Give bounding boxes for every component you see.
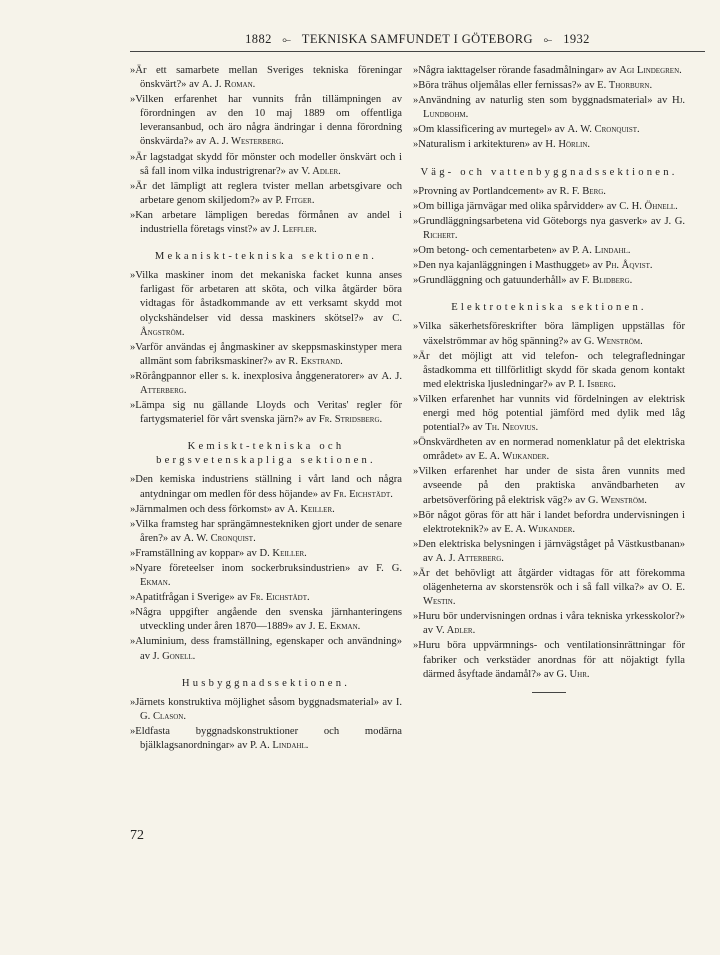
- section-heading: Elektrotekniska sektionen.: [451, 302, 647, 314]
- lecture-author: Fr. Stridsberg.: [318, 414, 383, 426]
- lecture-author: R. F. Berg.: [559, 185, 606, 197]
- lecture-author: J. Gonell.: [152, 650, 196, 662]
- lecture-author: A. J. Westerberg.: [208, 136, 284, 148]
- lecture-title: »Den kemiska industriens ställning i vårt land och några antydningar om medlen för dess höjande» av: [130, 474, 402, 500]
- header-ornament: ⟜: [543, 34, 553, 46]
- lecture-author: C. H. Öhnell.: [619, 200, 678, 212]
- lecture-entry: [413, 538, 685, 566]
- left-column: [130, 64, 402, 754]
- lecture-title: »Önskvärdheten av en normerad nomenklatur på det elektriska området» av: [413, 437, 685, 463]
- lecture-title: »Är lagstadgat skydd för mönster och modeller önskvärt och i så fall inom vilka industrigrenar?» av: [130, 151, 402, 177]
- lecture-entry: [413, 123, 685, 137]
- lecture-title: »Om betong- och cementarbeten» av: [413, 245, 570, 257]
- lecture-author: F. Blidberg.: [581, 275, 633, 287]
- lecture-entry: [413, 244, 685, 258]
- lecture-entry: [130, 269, 402, 339]
- lecture-entry: [413, 64, 685, 78]
- page-number: 72: [130, 828, 144, 843]
- lecture-entry: [413, 320, 685, 348]
- lecture-author: G. Uhr.: [556, 668, 590, 680]
- lecture-author: R. Ekstrand.: [288, 355, 343, 367]
- lecture-entry: [413, 567, 685, 609]
- lecture-author: E. A. Wijkander.: [478, 451, 550, 463]
- lecture-entry: [413, 200, 685, 214]
- lecture-title: »Är det lämpligt att reglera tvister mellan arbetsgivare och arbetare genom skiljedom?» av: [130, 180, 402, 206]
- lecture-entry: [130, 503, 402, 517]
- lecture-title: »Huru bör undervisningen ordnas i våra tekniska yrkesskolor?» av: [413, 611, 685, 637]
- header-title: TEKNISKA SAMFUNDET I GÖTEBORG: [301, 32, 533, 46]
- lecture-author: C. Ångström.: [140, 312, 402, 338]
- lecture-entry: [130, 370, 402, 398]
- lecture-author: Fr. Eichstädt.: [250, 592, 310, 604]
- lecture-title: »Den nya kajanläggningen i Masthugget» av: [413, 260, 603, 272]
- lecture-entry: [413, 436, 685, 464]
- lecture-entry: [130, 64, 402, 92]
- lecture-author: A. J. Atterberg.: [140, 370, 403, 396]
- lecture-author: Agi Lindegren.: [619, 65, 682, 76]
- lecture-entry: [413, 94, 685, 122]
- lecture-entry: [130, 151, 402, 179]
- end-rule: [532, 692, 566, 693]
- lecture-title: »Grundläggning och gatuunderhåll» av: [413, 275, 580, 287]
- lecture-author: Fr. Eichstädt.: [333, 488, 393, 500]
- lecture-title: »Några uppgifter angående den svenska järnhanteringens utveckling under åren 1870—1889» av: [130, 607, 402, 633]
- lecture-author: I. G. Clason.: [140, 696, 402, 722]
- lecture-author: A. J. Atterberg.: [435, 552, 504, 564]
- lecture-author: A. W. Cronquist.: [567, 124, 640, 136]
- lecture-entry: [413, 350, 685, 392]
- lecture-title: »Huru böra uppvärmnings- och ventilationsinrättningar för fabriker och verkstäder anordnas för att nöjaktigt fylla därmed åsyftade ändamål?» av: [413, 640, 685, 680]
- section-heading: Mekaniskt-tekniska sektionen.: [154, 251, 378, 263]
- lecture-author: P. A. Lindahl.: [250, 740, 309, 752]
- lecture-entry: [130, 562, 402, 590]
- lecture-entry: [130, 518, 402, 546]
- lecture-title: »Provning av Portlandcement» av: [413, 185, 557, 197]
- lecture-title: »Är det möjligt att vid telefon- och telegrafledningar åstadkomma ett tillförlitligt skydd för skada genom kontakt med elektriska ljusledningar?» av: [413, 350, 685, 390]
- lecture-author: A. J. Roman.: [201, 79, 256, 91]
- lecture-author: Hj. Lundbohm.: [423, 95, 685, 121]
- lecture-author: A. Keiller.: [287, 503, 335, 515]
- lecture-title: »Är det behövligt att åtgärder vidtagas för att förekomma olägenheterna av skorstensrök och i så fall vilka?» av: [413, 568, 685, 594]
- lecture-title: »Naturalism i arkitekturen» av: [413, 139, 543, 151]
- lecture-title: »Vilken erfarenhet har vunnits från tillämpningen av förordningen av den 10 maj 1889 om offentliga leveransanbud, och äro några ändringar i denna förordning önskvärda?» av: [130, 94, 402, 148]
- running-header: [130, 32, 705, 47]
- lecture-entry: [130, 606, 402, 634]
- lecture-title: »Varför användas ej ångmaskiner av skeppsmaskinstyper mera allmänt som fabriksmaskiner?» av: [130, 341, 402, 367]
- lecture-entry: [130, 547, 402, 561]
- lecture-title: »Några iakttagelser rörande fasadmålningar» av: [413, 65, 617, 76]
- lecture-title: »Apatitfrågan i Sverige» av: [130, 592, 248, 604]
- lecture-title: »Järnets konstruktiva möjlighet såsom byggnadsmaterial» av: [130, 696, 393, 708]
- lecture-title: »Kan arbetare lämpligen beredas förmånen av andel i industriella företags vinst?» av: [130, 209, 402, 236]
- lecture-author: E. A. Wijkander.: [504, 523, 576, 535]
- lecture-author: F. G. Ekman.: [140, 563, 402, 589]
- lecture-title: »Eldfasta byggnadskonstruktioner och modärna bjälklagsanordningar» av: [130, 725, 402, 752]
- lecture-title: »Rörångpannor eller s. k. inexplosiva ånggeneratorer» av: [130, 370, 378, 382]
- lecture-author: G. Wenström.: [588, 494, 647, 506]
- lecture-entry: [413, 79, 685, 93]
- lecture-entry: [130, 399, 402, 427]
- header-rule: [130, 51, 705, 52]
- lecture-author: E. Thorburn.: [597, 80, 653, 92]
- section-heading: Kemiskt-tekniska och bergsvetenskapliga sektionen.: [156, 441, 376, 467]
- lecture-author: D. Keiller.: [259, 547, 307, 559]
- lecture-author: H. Hörlin.: [545, 139, 591, 151]
- section-heading: Väg- och vattenbyggnadssektionen.: [420, 166, 678, 178]
- lecture-author: P. I. Isberg.: [568, 378, 616, 390]
- lecture-title: »Böra trähus oljemålas eller fernissas?» av: [413, 80, 595, 92]
- lecture-entry: [413, 274, 685, 288]
- header-year-end: 1932: [563, 32, 590, 46]
- lecture-author: P. A. Lindahl.: [572, 245, 631, 257]
- lecture-author: P. Fitger.: [275, 194, 315, 206]
- lecture-entry: [130, 180, 402, 208]
- lecture-title: »Vilka maskiner inom det mekaniska facket kunna anses farligast för arbetaren att sköta, och vilka åtgärder böra vidtagas för åstadkommande av ett verksamt skydd mot olyckshändelser vid dessa maskiners skötsel?» av: [130, 270, 402, 324]
- lecture-author: G. Wenström.: [583, 335, 643, 347]
- lecture-title: »Vilka framsteg har sprängämnestekniken gjort under de senare åren?» av: [130, 518, 402, 544]
- lecture-author: Ph. Åqvist.: [605, 260, 653, 272]
- lecture-title: »Vilken erfarenhet har under de sista åren vunnits med avseende på den praktiska användbarheten av arbetsöverföring på elektrisk väg?» av: [413, 466, 685, 506]
- lecture-title: »Om billiga järnvägar med olika spårvidder» av: [413, 200, 617, 212]
- lecture-author: J. Leffler.: [272, 224, 317, 236]
- lecture-title: »Vilken erfarenhet har vunnits vid fördelningen av elektrisk energi med hög potential jämförd med dylik med låg potential?» av: [413, 393, 685, 434]
- lecture-entry: [413, 185, 685, 199]
- section-heading: Husbyggnadssektionen.: [181, 677, 351, 689]
- lecture-entry: [413, 259, 685, 273]
- lecture-title: »Järnmalmen och dess förkomst» av: [130, 503, 285, 515]
- right-column: [413, 64, 685, 693]
- lecture-entry: [413, 639, 685, 681]
- lecture-entry: [130, 591, 402, 605]
- lecture-entry: [413, 610, 685, 638]
- lecture-title: »Den elektriska belysningen i järnvägståget på Västkustbanan» av: [413, 538, 685, 564]
- header-year-start: 1882: [245, 32, 272, 46]
- lecture-author: A. W. Cronquist.: [183, 532, 256, 544]
- lecture-entry: [130, 725, 402, 753]
- lecture-title: »Grundläggningsarbetena vid Göteborgs nya gasverk» av: [413, 215, 661, 227]
- lecture-title: »Lämpa sig nu gällande Lloyds och Veritas' regler för fartygsmateriel för vårt svenska järn?» av: [130, 400, 402, 426]
- lecture-entry: [413, 393, 685, 435]
- lecture-author: Th. Neovius.: [485, 422, 539, 434]
- lecture-title: »Om klassificering av murtegel» av: [413, 124, 565, 136]
- lecture-title: »Är ett samarbete mellan Sveriges tekniska föreningar önskvärt?» av: [130, 65, 402, 91]
- lecture-entry: [130, 341, 402, 369]
- lecture-entry: [130, 209, 402, 237]
- lecture-entry: [413, 138, 685, 152]
- lecture-author: O. E. Westin.: [423, 582, 685, 608]
- lecture-entry: [130, 635, 402, 663]
- lecture-title: »Nyare företeelser inom sockerbruksindustrien» av: [130, 563, 369, 574]
- lecture-entry: [413, 465, 685, 507]
- lecture-author: V. Adler.: [301, 165, 341, 177]
- lecture-author: J. E. Ekman.: [308, 621, 361, 633]
- lecture-title: »Användning av naturlig sten som byggnadsmaterial» av: [413, 95, 668, 107]
- header-ornament: ⟜: [282, 34, 292, 46]
- lecture-title: »Vilka säkerhetsföreskrifter böra lämpligen uppställas för växelströmmar av hög spänning?» av: [413, 321, 685, 347]
- lecture-title: »Bör något göras för att här i landet befordra undervisningen i elektroteknik?» av: [413, 509, 685, 535]
- lecture-entry: [413, 215, 685, 243]
- lecture-entry: [130, 93, 402, 149]
- lecture-title: »Aluminium, dess framställning, egenskaper och användning» av: [130, 636, 402, 662]
- lecture-entry: [130, 473, 402, 501]
- lecture-author: V. Adler.: [435, 625, 476, 637]
- lecture-entry: [130, 696, 402, 724]
- lecture-title: »Framställning av koppar» av: [130, 547, 257, 559]
- lecture-entry: [413, 509, 685, 537]
- lecture-author: J. G. Richert.: [423, 215, 686, 241]
